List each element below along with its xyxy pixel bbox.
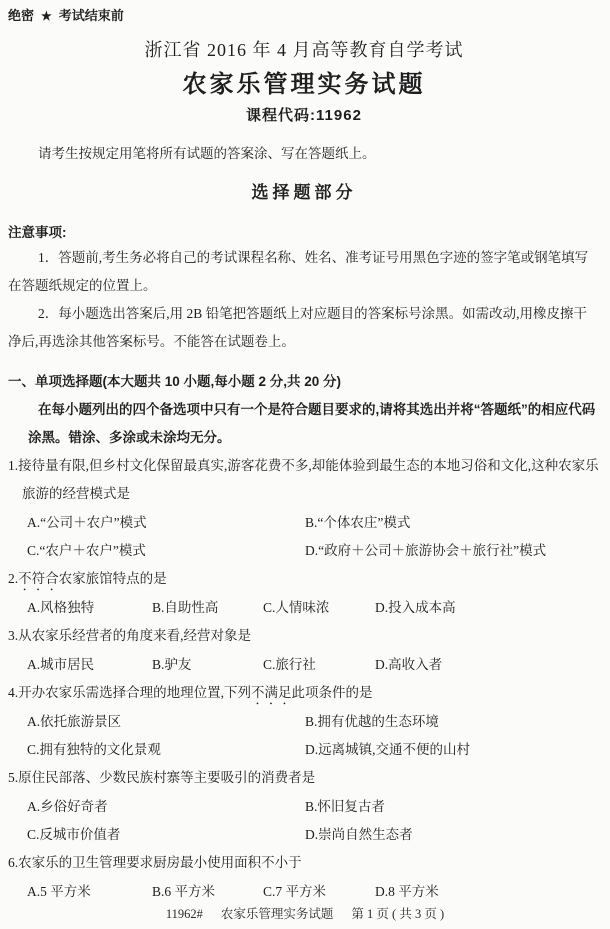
unit-description: 在每小题列出的四个备选项中只有一个是符合题目要求的,请将其选出并将“答题纸”的相应代码涂黑。错涂、多涂或未涂均无分。	[28, 402, 596, 445]
notes-heading: 注意事项:	[8, 225, 67, 240]
option-c: C.人情味浓	[263, 600, 330, 615]
question-4	[8, 679, 600, 764]
option-a: A.乡俗好奇者	[27, 799, 108, 814]
option-a: A.“公司＋农户”模式	[27, 515, 147, 530]
stem-text: 接待量有限,但乡村文化保留最真实,游客花费不多,却能体验到最生态的本地习俗和文化,这种农家乐旅游的经营模式是	[18, 458, 599, 501]
option-b: B.6 平方米	[152, 884, 216, 899]
exam-title: 农家乐管理实务试题	[182, 71, 426, 98]
question-2	[8, 565, 600, 622]
question-options	[27, 708, 600, 764]
question-options	[27, 509, 600, 565]
question-stem	[8, 849, 600, 878]
option-b: B.拥有优越的生态环境	[305, 714, 439, 729]
question-options	[27, 878, 600, 906]
option-c: C.反城市价值者	[27, 827, 121, 842]
question-5	[8, 764, 600, 849]
stem-emphasis: 不满足	[251, 685, 292, 700]
question-number: 5.	[8, 770, 19, 785]
stem-text: 此项条件的是	[291, 685, 373, 700]
question-stem	[8, 565, 600, 594]
option-a: A.城市居民	[27, 657, 95, 672]
note-item-2: 2．每小题选出答案后,用 2B 铅笔把答题纸上对应题目的答案标号涂黑。如需改动,用橡皮擦干净后,再选涂其他答案标号。不能答在试题卷上。	[8, 306, 588, 349]
footer-exam-title: 农家乐管理实务试题	[220, 907, 334, 921]
option-a: A.风格独特	[27, 600, 95, 615]
instruction-text: 请考生按规定用笔将所有试题的答案涂、写在答题纸上。	[38, 146, 376, 161]
option-a: A.依托旅游景区	[27, 714, 122, 729]
option-d: D.“政府＋公司＋旅游协会＋旅行社”模式	[305, 543, 547, 558]
question-stem	[8, 452, 600, 509]
stem-text: 农家旅馆特点的是	[58, 571, 167, 586]
question-6	[8, 849, 600, 906]
option-d: D.崇尚自然生态者	[305, 827, 413, 842]
option-c: C.7 平方米	[263, 884, 327, 899]
classification-label: 绝密	[8, 8, 35, 23]
unit-heading: 一、单项选择题(本大题共 10 小题,每小题 2 分,共 20 分)	[8, 374, 342, 389]
note-item-1: 1．答题前,考生务必将自己的考试课程名称、姓名、准考证号用黑色字迹的签字笔或钢笔填写在答题纸规定的位置上。	[8, 250, 589, 293]
stem-text: 开办农家乐需选择合理的地理位置,下列	[18, 685, 251, 700]
stem-text: 农家乐的卫生管理要求厨房最小使用面积不小于	[18, 855, 302, 870]
option-b: B.“个体农庄”模式	[305, 515, 411, 530]
question-options	[27, 594, 600, 622]
option-d: D.8 平方米	[375, 884, 439, 899]
option-b: B.怀旧复古者	[305, 799, 385, 814]
question-number: 1.	[8, 458, 19, 473]
option-c: C.旅行社	[263, 657, 316, 672]
footer-course-code: 11962#	[165, 907, 203, 921]
question-number: 2.	[8, 571, 19, 586]
question-stem	[8, 679, 600, 708]
classification-note: 考试结束前	[58, 8, 124, 23]
part-title: 选择题部分	[251, 183, 357, 202]
course-code: 课程代码:11962	[246, 107, 362, 124]
option-c: C.“农户＋农户”模式	[27, 543, 146, 558]
question-stem	[8, 764, 600, 793]
option-d: D.远离城镇,交通不便的山村	[305, 742, 470, 757]
stem-text: 从农家乐经营者的角度来看,经营对象是	[18, 628, 251, 643]
question-number: 3.	[8, 628, 19, 643]
option-d: D.高收入者	[375, 657, 443, 672]
option-b: B.自助性高	[152, 600, 219, 615]
question-options	[27, 651, 600, 679]
option-a: A.5 平方米	[27, 884, 91, 899]
stem-emphasis: 不符合	[18, 571, 59, 586]
footer-page-number: 第 1 页 ( 共 3 页 )	[351, 907, 445, 921]
option-d: D.投入成本高	[375, 600, 456, 615]
question-3	[8, 622, 600, 679]
question-stem	[8, 622, 600, 651]
page-footer	[0, 905, 610, 923]
stem-text: 原住民部落、少数民族村寨等主要吸引的消费者是	[18, 770, 316, 785]
question-1	[8, 452, 600, 565]
exam-session-header: 浙江省 2016 年 4 月高等教育自学考试	[144, 40, 464, 60]
question-options	[27, 793, 600, 849]
star-icon: ★	[41, 9, 52, 23]
classification-banner	[8, 8, 600, 24]
question-number: 6.	[8, 855, 19, 870]
option-c: C.拥有独特的文化景观	[27, 742, 161, 757]
option-b: B.驴友	[152, 657, 192, 672]
question-number: 4.	[8, 685, 19, 700]
